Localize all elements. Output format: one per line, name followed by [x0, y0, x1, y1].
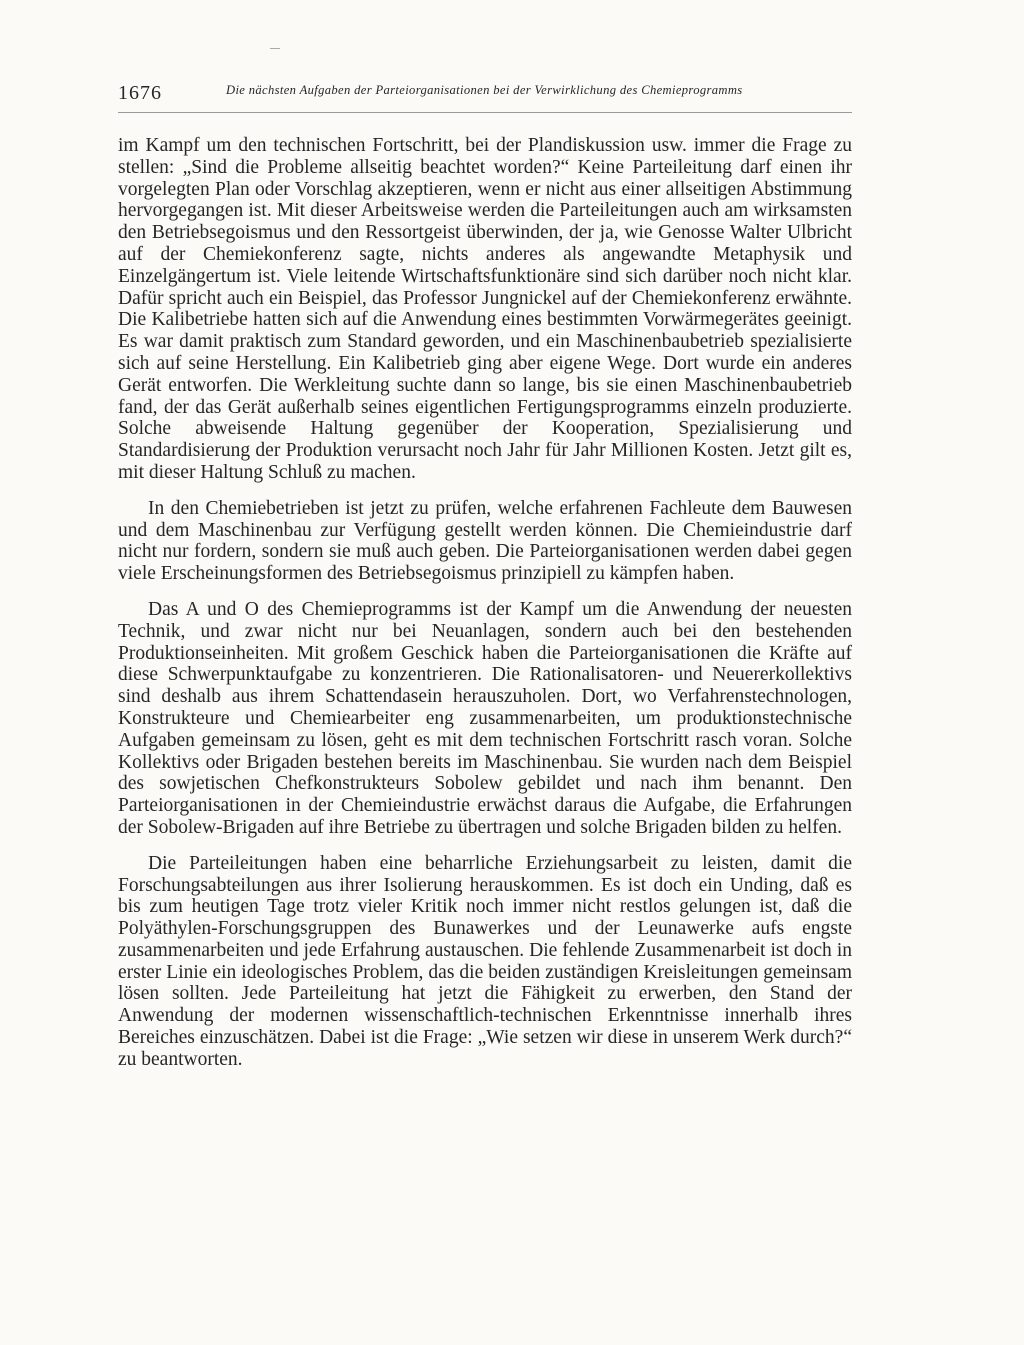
running-head: Die nächsten Aufgaben der Parteiorganisationen bei der Verwirklichung des Chemieprogramms: [226, 83, 743, 97]
scan-mark: [270, 48, 280, 49]
body-text: [118, 135, 852, 1085]
page-number: 1676: [118, 82, 162, 104]
paragraph-3: Das A und O des Chemieprogramms ist der Kampf um die Anwendung der neuesten Technik, und zwar nicht nur bei Neuanlagen, sondern auch bei den bestehenden Produktionseinheiten. Mit großem Geschick haben die Parteiorganisationen die Kräfte auf diese Schwerpunktaufgabe zu konzentrieren. Die Rationalisatoren- und Neuererkollektivs sind deshalb aus ihrem Schattendasein herauszuholen. Dort, wo Verfahrenstechnologen, Konstrukteure und Chemiearbeiter eng zusammenarbeiten, um produktionstechnische Aufgaben gemeinsam zu lösen, geht es mit dem technischen Fortschritt rasch voran. Solche Kollektivs oder Brigaden bestehen bereits im Maschinenbau. Sie wurden nach dem Beispiel des sowjetischen Chefkonstrukteurs Sobolew gebildet und nach ihm benannt. Den Parteiorganisationen in der Chemieindustrie erwächst daraus die Aufgabe, die Erfahrungen der Sobolew-Brigaden auf ihre Betriebe zu übertragen und solche Brigaden bilden zu helfen.: [118, 598, 852, 838]
paragraph-2: In den Chemiebetrieben ist jetzt zu prüfen, welche erfahrenen Fachleute dem Bauwesen und dem Maschinenbau zur Verfügung gestellt werden können. Die Chemieindustrie darf nicht nur fordern, sondern sie muß auch geben. Die Parteiorganisationen werden dabei gegen viele Erscheinungsformen des Betriebsegoismus prinzipiell zu kämpfen haben.: [118, 497, 852, 585]
paragraph-1: im Kampf um den technischen Fortschritt, bei der Plandiskussion usw. immer die Frage zu stellen: „Sind die Probleme allseitig beachtet worden?“ Keine Parteileitung darf einen ihr vorgelegten Plan oder Vorschlag akzeptieren, wenn er nicht aus einer allseitigen Abstimmung hervorgegangen ist. Mit dieser Arbeitsweise werden die Parteileitungen auch am wirksamsten den Betriebsegoismus und den Ressortgeist überwinden, der ja, wie Genosse Walter Ulbricht auf der Chemiekonferenz sagte, nichts anderes als angewandte Metaphysik und Einzelgängertum ist. Viele leitende Wirtschaftsfunktionäre sind sich darüber noch nicht klar. Dafür spricht auch ein Beispiel, das Professor Jungnickel auf der Chemiekonferenz erwähnte. Die Kalibetriebe hatten sich auf die Anwendung eines bestimmten Vorwärmegerätes geeinigt. Es war damit praktisch zum Standard geworden, und ein Maschinenbaubetrieb spezialisierte sich auf seine Herstellung. Ein Kalibetrieb ging aber eigene Wege. Dort wurde ein anderes Gerät entworfen. Die Werkleitung suchte dann so lange, bis sie einen Maschinenbaubetrieb fand, der das Gerät außerhalb seines eigentlichen Fertigungsprogramms einzeln produzierte. Solche abweisende Haltung gegenüber der Kooperation, Spezialisierung und Standardisierung der Produktion verursacht noch Jahr für Jahr Millionen Kosten. Jetzt gilt es, mit dieser Haltung Schluß zu machen.: [118, 135, 852, 483]
paragraph-4: Die Parteileitungen haben eine beharrliche Erziehungsarbeit zu leisten, damit die Forschungsabteilungen aus ihrer Isolierung herauskommen. Es ist doch ein Unding, daß es bis zum heutigen Tage trotz vieler Kritik noch immer nicht restlos gelungen ist, daß die Polyäthylen-Forschungsgruppen des Bunawerkes und der Leunawerke aufs engste zusammenarbeiten und jede Erfahrung austauschen. Die fehlende Zusammenarbeit ist doch in erster Linie ein ideologisches Problem, das die beiden zuständigen Kreisleitungen gemeinsam lösen sollten. Jede Parteileitung hat jetzt die Fähigkeit zu erwerben, den Stand der Anwendung der modernen wissenschaftlich-technischen Erkenntnisse innerhalb ihres Bereiches einzuschätzen. Dabei ist die Frage: „Wie setzen wir diese in unserem Werk durch?“ zu beantworten.: [118, 852, 852, 1070]
page-header: [118, 82, 852, 113]
